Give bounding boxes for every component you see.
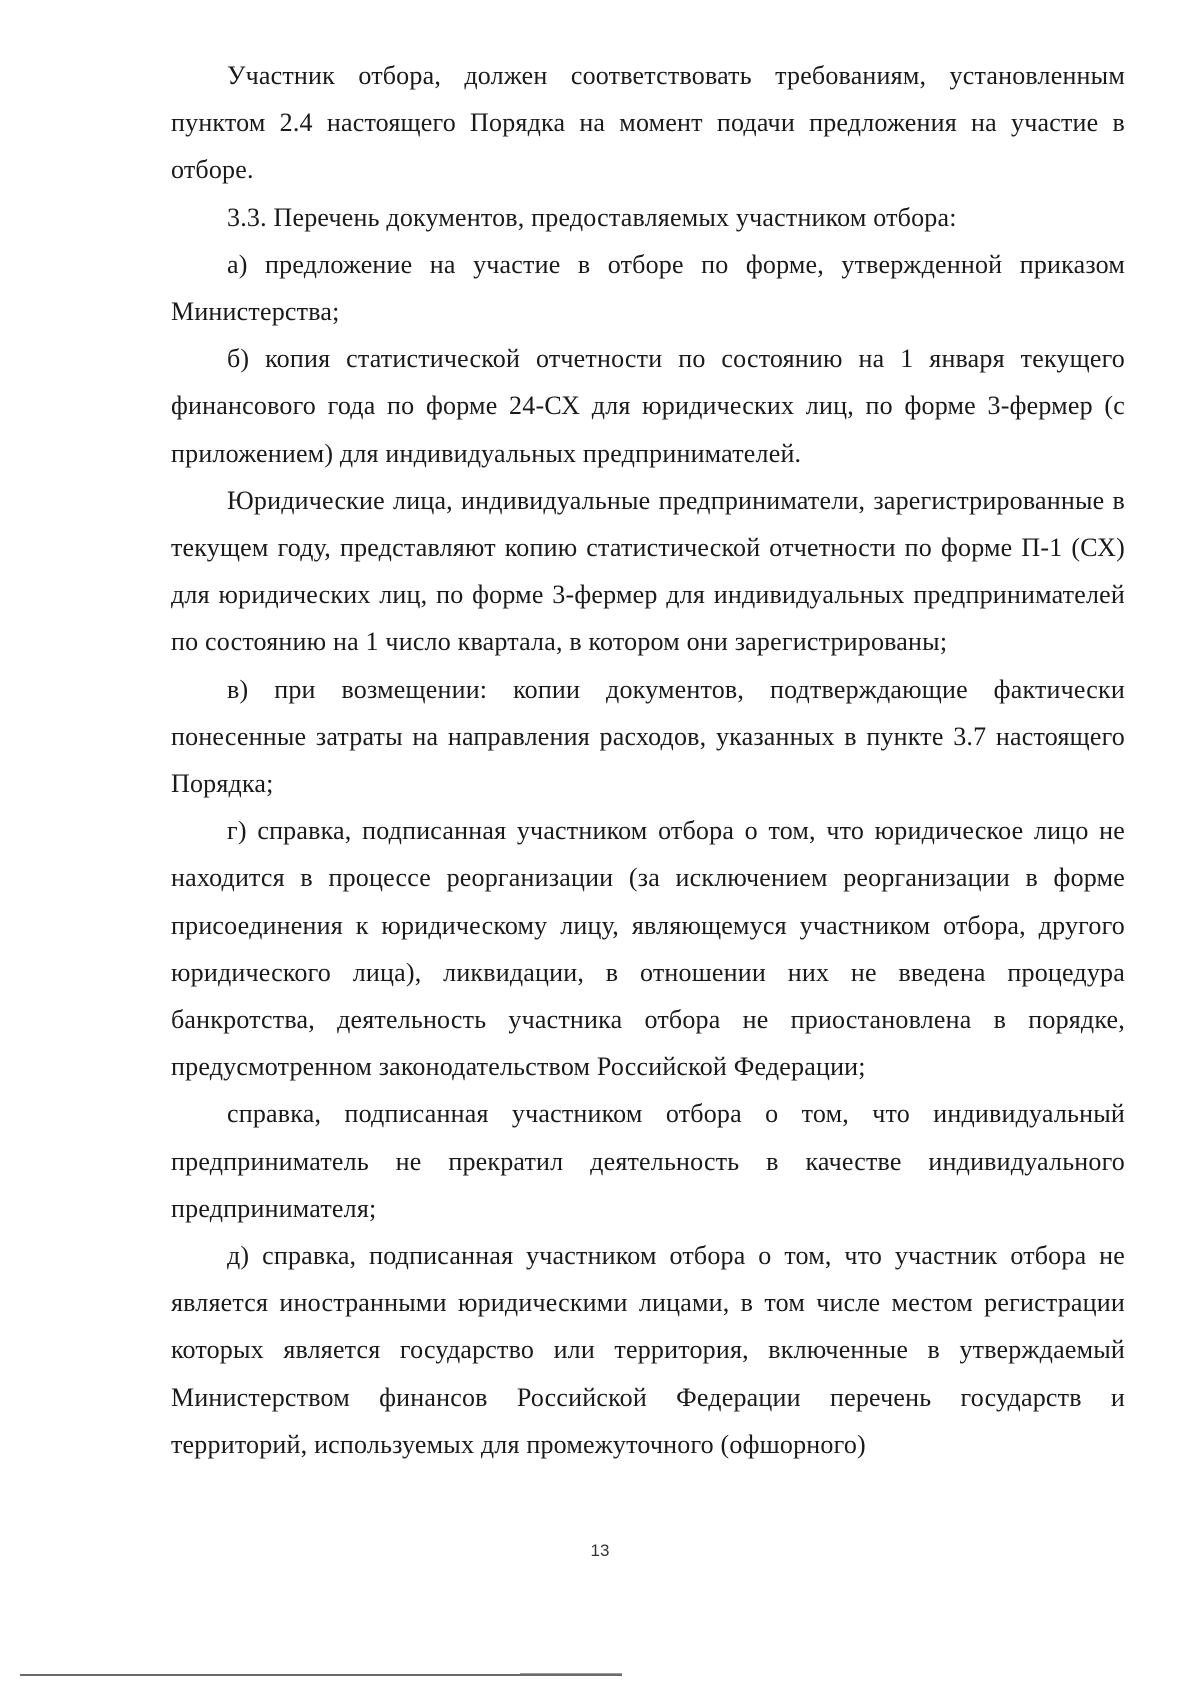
footer-rule [20,1674,622,1676]
document-body [171,52,1125,1468]
paragraph-section-3-3: 3.3. Перечень документов, предоставляемых участником отбора: [227,202,957,232]
paragraph-new-registrants: Юридические лица, индивидуальные предприниматели, зарегистрированные в текущем году, представляют копию статистической отчетности по форме П-1 (СХ) для юридических лиц, по форме 3-фермер для индивидуальных предпринимателей по состоянию на 1 число квартала, в котором они зарегистрированы; [171,485,1125,657]
paragraph-item-b: б) копия статистической отчетности по состоянию на 1 января текущего финансового года по форме 24-СХ для юридических лиц, по форме 3-фермер (с приложением) для индивидуальных предпринимателей. [171,344,1125,468]
paragraph-item-v: в) при возмещении: копии документов, подтверждающие фактически понесенные затраты на направления расходов, указанных в пункте 3.7 настоящего Порядка; [171,674,1125,799]
footer-rule-tail [520,1673,622,1674]
page-number: 13 [590,1541,610,1560]
paragraph-participant-requirements: Участник отбора, должен соответствовать требованиям, установленным пунктом 2.4 настоящего Порядка на момент подачи предложения на участие в отборе. [171,61,1125,185]
paragraph-item-d: д) справка, подписанная участником отбора о том, что участник отбора не является иностранными юридическими лицами, в том числе местом регистрации которых является государство или территория, включенные в утверждаемый Министерством финансов Российской Федерации перечень государств и территорий, используемых для промежуточного (офшорного) [171,1241,1125,1459]
paragraph-item-a: а) предложение на участие в отборе по форме, утвержденной приказом Министерства; [171,249,1125,327]
paragraph-item-g: г) справка, подписанная участником отбора о том, что юридическое лицо не находится в процессе реорганизации (за исключением реорганизации в форме присоединения к юридическому лицу, являющемуся участником отбора, другого юридического лица), ликвидации, в отношении них не введена процедура банкротства, деятельность участника отбора не приостановлена в порядке, предусмотренном законодательством Российской Федерации; [171,816,1125,1082]
paragraph-individual-entrepreneur-certificate: справка, подписанная участником отбора о том, что индивидуальный предприниматель не прекратил деятельность в качестве индивидуального предпринимателя; [171,1099,1125,1223]
